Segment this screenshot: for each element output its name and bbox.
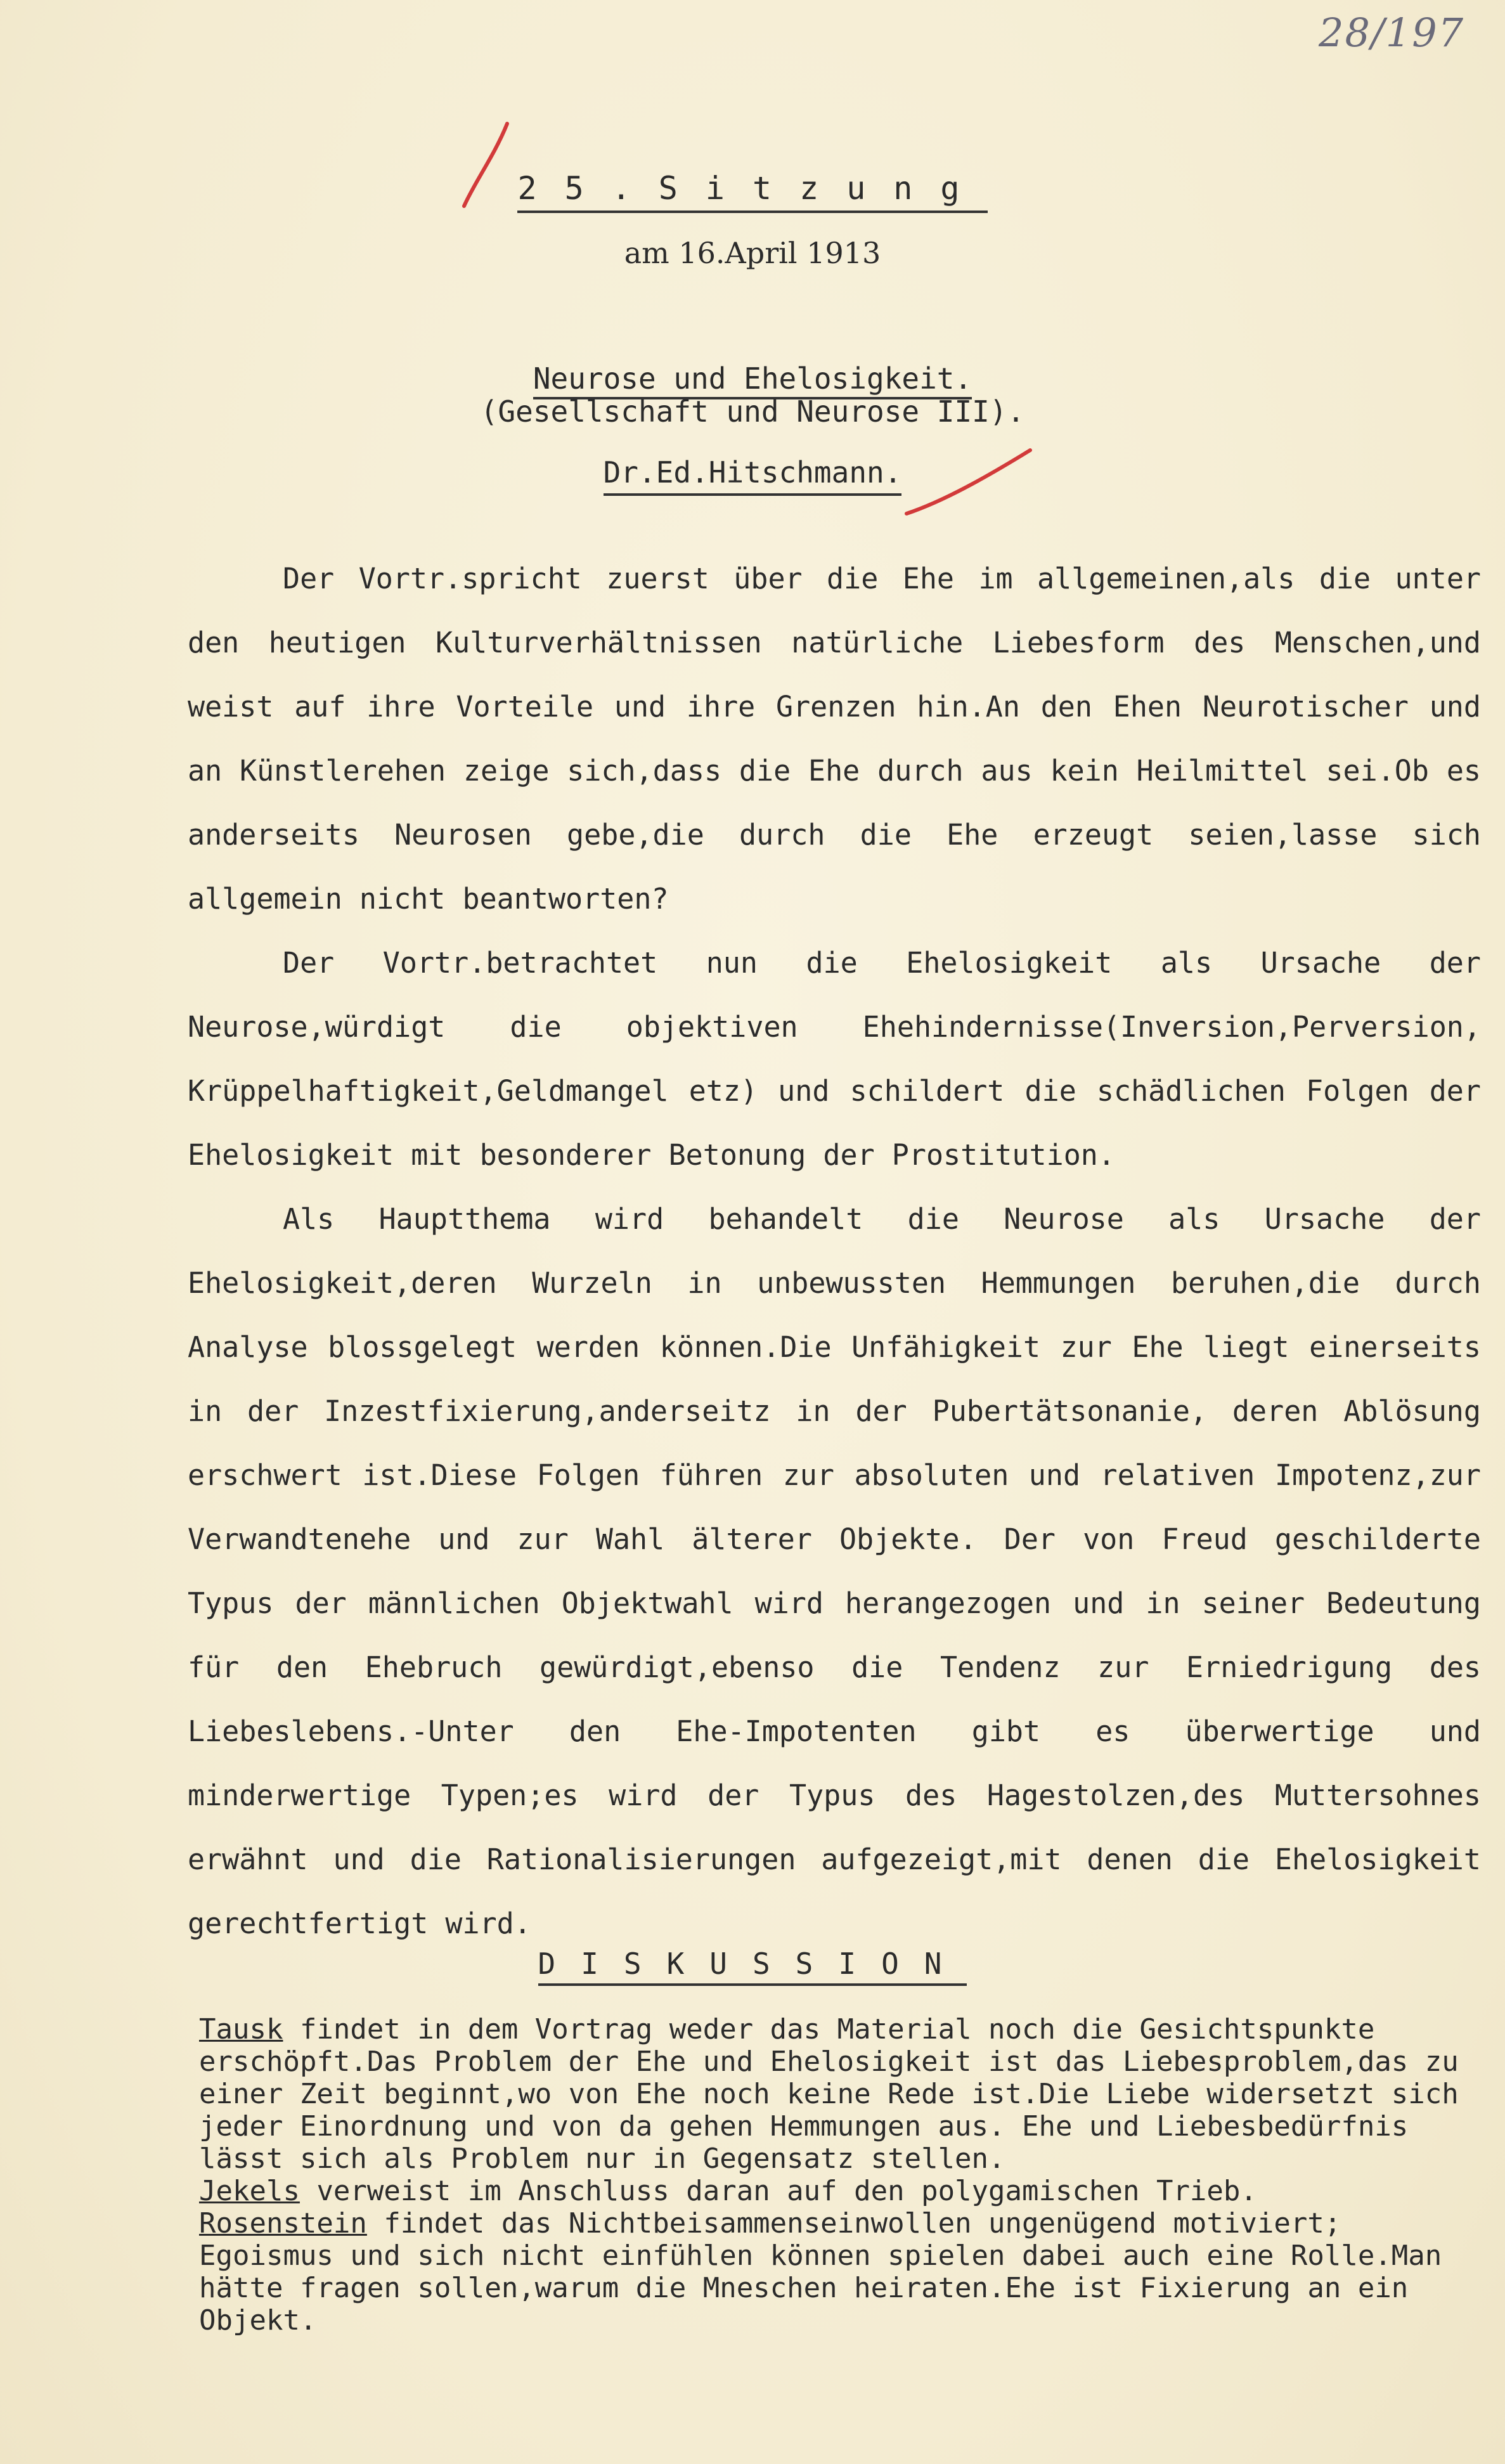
session-title: 25.Sitzung	[0, 170, 1505, 207]
lecture-summary	[188, 547, 1481, 1955]
archive-number: 28/197	[1319, 10, 1465, 56]
discussant-name: Tausk	[199, 2013, 283, 2046]
session-date: am 16.April 1913	[624, 236, 881, 270]
lecture-subtopic: (Gesellschaft und Neurose III).	[480, 394, 1025, 429]
discussant-name: Jekels	[199, 2175, 300, 2207]
discussion-heading: DISKUSSION	[0, 1947, 1505, 1981]
summary-paragraph: Der Vortr.spricht zuerst über die Ehe im allgemeinen,als die unter den heutigen Kulturverhältnissen natürliche Liebesform des Menschen,und weist auf ihre Vorteile und ihre Grenzen hin.An den Ehen Neurotischer und an Künstlerehen zeige sich,dass die Ehe durch aus kein Heilmittel sei.Ob es anderseits Neurosen gebe,die durch die Ehe erzeugt seien,lasse sich allgemein nicht beantworten?	[188, 562, 1481, 916]
discussant-name: Rosenstein	[199, 2207, 367, 2240]
discussion-section	[199, 2013, 1486, 2337]
lecture-author: Dr.Ed.Hitschmann.	[0, 455, 1505, 490]
red-pencil-check-icon	[900, 444, 1040, 526]
discussion-entry	[199, 2207, 1486, 2337]
lecture-topic: Neurose und Ehelosigkeit.	[0, 361, 1505, 396]
discussion-text: findet das Nichtbeisammenseinwollen ungenügend motiviert; Egoismus und sich nicht einfühlen können spielen dabei auch eine Rolle.Man hätte fragen sollen,warum die Mneschen heiraten.Ehe ist Fixierung an ein Objekt.	[199, 2207, 1442, 2337]
discussion-text: verweist im Anschluss daran auf den polygamischen Trieb.	[299, 2175, 1257, 2207]
summary-paragraph: Der Vortr.betrachtet nun die Ehelosigkeit als Ursache der Neurose,würdigt die objektiven Ehehindernisse(Inversion,Perversion, Krüppelhaftigkeit,Geldmangel etz) und schildert die schädlichen Folgen der Ehelosigkeit mit besonderer Betonung der Prostitution.	[188, 946, 1481, 1172]
discussion-text: findet in dem Vortrag weder das Material noch die Gesichtspunkte erschöpft.Das Problem der Ehe und Ehelosigkeit ist das Liebesproblem,das zu einer Zeit beginnt,wo von Ehe noch keine Rede ist.Die Liebe widersetzt sich jeder Einordnung und von da gehen Hemmungen aus. Ehe und Liebesbedürfnis lässt sich als Problem nur in Gegensatz stellen.	[199, 2013, 1459, 2175]
discussion-entry	[199, 2013, 1486, 2175]
discussion-entry	[199, 2175, 1486, 2207]
summary-paragraph: Als Hauptthema wird behandelt die Neurose als Ursache der Ehelosigkeit,deren Wurzeln in unbewussten Hemmungen beruhen,die durch Analyse blossgelegt werden können.Die Unfähigkeit zur Ehe liegt einerseits in der Inzestfixierung,anderseitz in der Pubertätsonanie, deren Ablösung erschwert ist.Diese Folgen führen zur absoluten und relativen Impotenz,zur Verwandtenehe und zur Wahl älterer Objekte. Der von Freud geschilderte Typus der männlichen Objektwahl wird herangezogen und in seiner Bedeutung für den Ehebruch gewürdigt,ebenso die Tendenz zur Erniedrigung des Liebeslebens.-Unter den Ehe-Impotenten gibt es überwertige und minderwertige Typen;es wird der Typus des Hagestolzen,des Muttersohnes erwähnt und die Rationalisierungen aufgezeigt,mit denen die Ehelosigkeit gerechtfertigt wird.	[188, 1202, 1481, 1940]
